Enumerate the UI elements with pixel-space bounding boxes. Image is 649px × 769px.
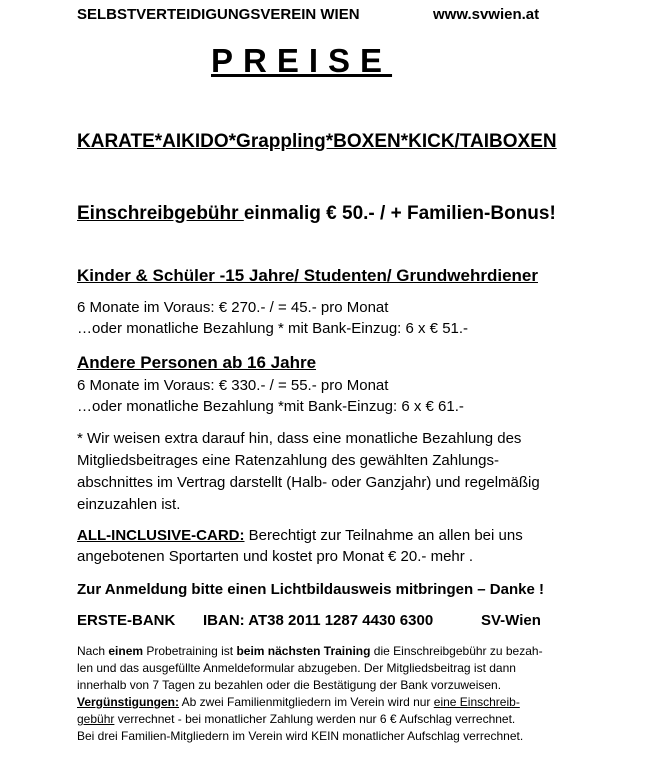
page-title: PREISE — [211, 42, 393, 79]
fine-text: Ab zwei Familienmitgliedern im Verein wird nur — [179, 695, 434, 709]
fine-underlined: eine Einschreib- — [433, 695, 520, 709]
payment-note-line2: Mitgliedsbeitrages eine Ratenzahlung des gewählten Zahlungs- — [77, 452, 499, 469]
all-inclusive-line2: angebotenen Sportarten und kostet pro Monat € 20.- mehr . — [77, 548, 474, 565]
children-price-line1: 6 Monate im Voraus: € 270.- / = 45.- pro Monat — [77, 299, 389, 316]
adults-heading: Andere Personen ab 16 Jahre — [77, 353, 317, 372]
fine-text: Nach — [77, 644, 109, 658]
fine-print-line3: innerhalb von 7 Tagen zu bezahlen oder die Bestätigung der Bank vorzuweisen. — [77, 678, 502, 692]
fine-underlined: gebühr — [77, 712, 115, 726]
website-link[interactable]: www.svwien.at — [433, 6, 540, 23]
payment-note-line1: * Wir weisen extra darauf hin, dass eine monatliche Bezahlung des — [77, 430, 522, 447]
all-inclusive-line1 — [77, 527, 523, 544]
children-heading: Kinder & Schüler -15 Jahre/ Studenten/ Grundwehrdiener — [77, 266, 538, 285]
discounts-line2 — [77, 712, 515, 726]
registration-fee — [77, 203, 556, 225]
children-price-line2: …oder monatliche Bezahlung * mit Bank-Einzug: 6 x € 51.- — [77, 320, 469, 337]
all-inclusive-text: Berechtigt zur Teilnahme an allen bei uns — [244, 527, 523, 544]
fee-text: einmalig € 50.- / + Familien-Bonus! — [243, 203, 556, 224]
fine-emphasis: beim nächsten Training — [236, 644, 371, 658]
adults-price-line2: …oder monatliche Bezahlung *mit Bank-Einzug: 6 x € 61.- — [77, 398, 464, 415]
account-holder: SV-Wien — [481, 612, 541, 629]
fine-emphasis: einem — [108, 644, 144, 658]
bank-name: ERSTE-BANK — [77, 612, 176, 629]
fine-print-line2: len und das ausgefüllte Anmeldeformular abzugeben. Der Mitgliedsbeitrag ist dann — [77, 661, 516, 675]
payment-note-line3: abschnittes im Vertrag darstellt (Halb- oder Ganzjahr) und regelmäßig — [77, 474, 540, 491]
fine-print-line1 — [77, 644, 543, 658]
fine-text: verrechnet - bei monatlicher Zahlung werden nur 6 € Aufschlag verrechnet. — [114, 712, 516, 726]
payment-note-line4: einzuzahlen ist. — [77, 496, 181, 513]
fine-text: die Einschreibgebühr zu bezah- — [370, 644, 543, 658]
club-name: SELBSTVERTEIDIGUNGSVEREIN WIEN — [77, 6, 360, 23]
bank-iban: IBAN: AT38 2011 1287 4430 6300 — [203, 612, 434, 629]
sports-list: KARATE*AIKIDO*Grappling*BOXEN*KICK/TAIBOXEN — [77, 131, 557, 152]
discounts-label: Vergünstigungen: — [77, 695, 179, 709]
discounts-line3: Bei drei Familien-Mitgliedern im Verein wird KEIN monatlicher Aufschlag verrechnet. — [77, 729, 524, 743]
registration-note: Zur Anmeldung bitte einen Lichtbildausweis mitbringen – Danke ! — [77, 581, 544, 598]
fine-text: Probetraining ist — [143, 644, 237, 658]
adults-price-line1: 6 Monate im Voraus: € 330.- / = 55.- pro Monat — [77, 377, 389, 394]
discounts-line1 — [77, 695, 520, 709]
all-inclusive-label: ALL-INCLUSIVE-CARD: — [77, 527, 245, 544]
fee-label: Einschreibgebühr — [77, 203, 244, 224]
